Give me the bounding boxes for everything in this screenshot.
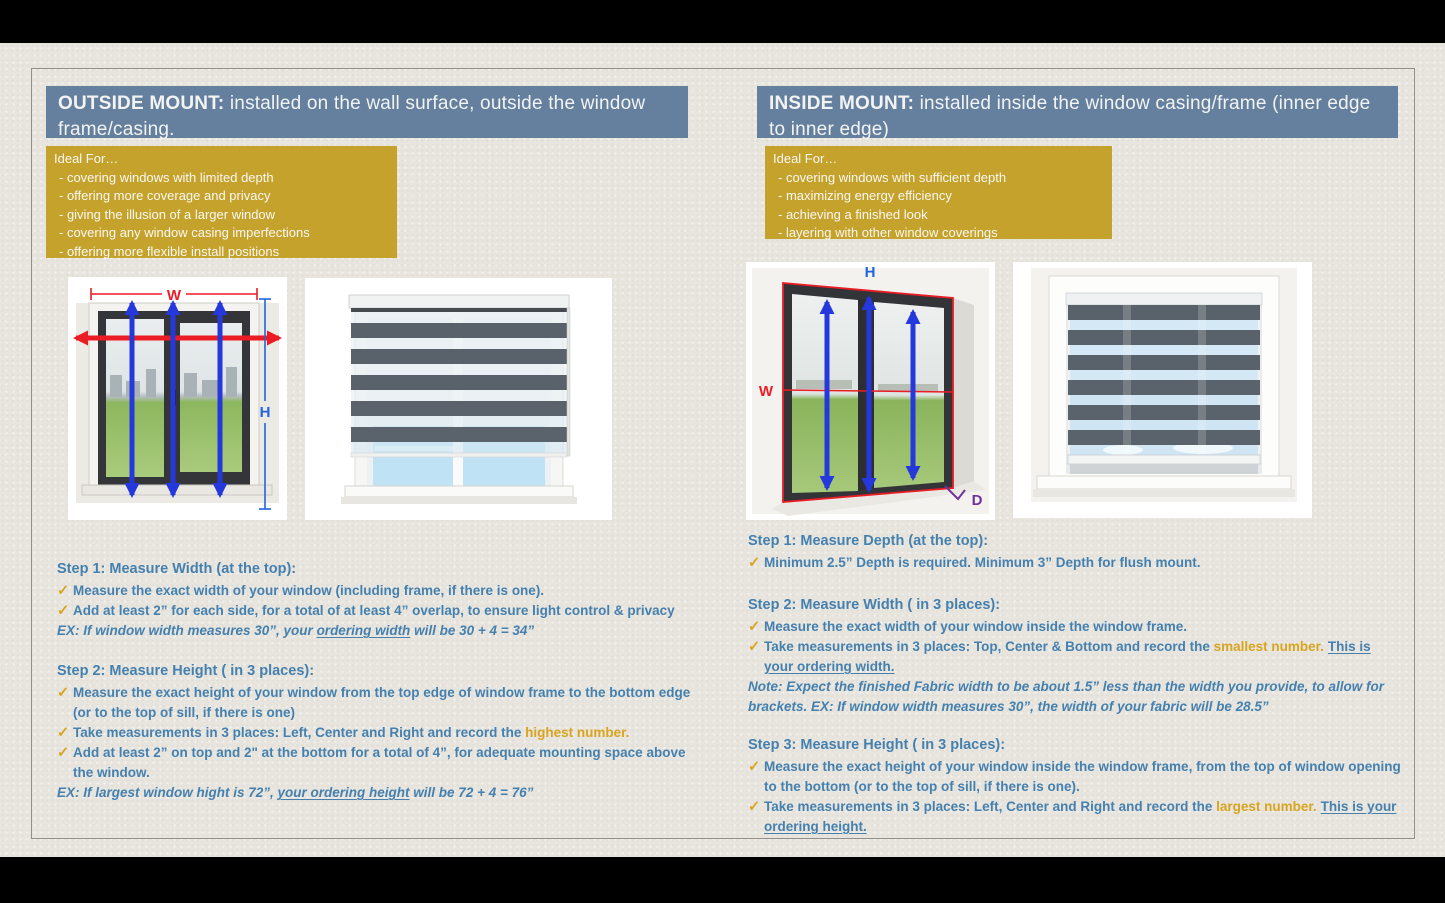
step-heading: Step 1: Measure Width (at the top): bbox=[57, 561, 297, 577]
blind-stripes bbox=[1068, 305, 1260, 455]
instruction-text: Add at least 2” on top and 2" at the bottom for a total of 4”, for adequate mounting space above the window. bbox=[73, 745, 686, 780]
outside-mount-steps bbox=[57, 559, 692, 803]
instruction-text: Minimum 2.5” Depth is required. Minimum 3” Depth for flush mount. bbox=[764, 555, 1201, 570]
highlight-text: highest number. bbox=[525, 725, 630, 740]
instruction-text: Measure the exact height of your window inside the window frame, from the top of window opening to the bottom (or to the top of sill, if there is one). bbox=[764, 759, 1401, 794]
inside-window-diagram-card bbox=[746, 262, 995, 520]
outside-mount-subtitle: installed on the wall surface, outside the window frame/casing. bbox=[58, 93, 646, 140]
step-heading: Step 2: Measure Height ( in 3 places): bbox=[57, 663, 315, 679]
blind-bottom-rail bbox=[1068, 455, 1260, 464]
example-pre: EX: If window width measures 30”, your bbox=[57, 623, 317, 638]
outside-blind-photo bbox=[305, 278, 612, 520]
check-icon: ✓ bbox=[57, 725, 70, 741]
instruction-row bbox=[57, 683, 692, 723]
inside-mount-header bbox=[757, 86, 1398, 138]
check-icon: ✓ bbox=[748, 759, 761, 775]
example-underline: ordering width bbox=[316, 623, 411, 638]
underline-text: This is your ordering height. bbox=[764, 799, 1397, 834]
instruction-text: Add at least 2” for each side, for a total of at least 4” overlap, to ensure light control & privacy bbox=[73, 603, 675, 618]
instruction-row bbox=[57, 601, 692, 621]
height-label: H bbox=[259, 404, 271, 421]
check-icon: ✓ bbox=[748, 639, 761, 655]
check-icon: ✓ bbox=[57, 583, 70, 599]
check-icon: ✓ bbox=[748, 555, 761, 571]
inside-mount-subtitle: installed inside the window casing/frame (inner edge to inner edge) bbox=[769, 93, 1371, 140]
example-text bbox=[57, 621, 692, 641]
window-sill bbox=[1037, 476, 1291, 489]
blind-headrail bbox=[1066, 293, 1262, 305]
blind-stripes bbox=[351, 312, 567, 457]
instruction-pre: Take measurements in 3 places: Left, Center and Right and record the bbox=[73, 725, 526, 740]
outside-window-diagram bbox=[68, 277, 287, 520]
check-icon: ✓ bbox=[748, 799, 761, 815]
example-pre: EX: If largest window hight is 72”, bbox=[57, 785, 278, 800]
instruction-row bbox=[748, 617, 1403, 637]
example-post: will be 72 + 4 = 76” bbox=[409, 785, 534, 800]
document-page bbox=[0, 43, 1445, 857]
check-icon: ✓ bbox=[57, 685, 70, 701]
ideal-item: - covering any window casing imperfections bbox=[59, 225, 310, 241]
instruction-text bbox=[73, 723, 692, 743]
instruction-text bbox=[764, 797, 1403, 837]
instruction-row bbox=[57, 743, 692, 783]
instruction-row bbox=[748, 637, 1403, 677]
ideal-heading: Ideal For… bbox=[773, 151, 838, 166]
inside-blind-photo-card bbox=[1013, 262, 1312, 518]
outside-blind-photo-card bbox=[305, 278, 612, 520]
blind-chain bbox=[567, 308, 570, 456]
ideal-item: - maximizing energy efficiency bbox=[778, 188, 952, 204]
inside-ideal-box bbox=[765, 146, 1112, 239]
outside-window-diagram-card bbox=[68, 277, 287, 520]
instruction-pre: Take measurements in 3 places: Left, Center and Right and record the bbox=[764, 799, 1217, 814]
ideal-item: - layering with other window coverings bbox=[778, 225, 998, 241]
window-sill bbox=[82, 485, 272, 495]
example-text bbox=[57, 783, 692, 803]
height-label: H bbox=[864, 264, 876, 281]
check-icon: ✓ bbox=[748, 619, 761, 635]
ideal-item: - giving the illusion of a larger window bbox=[59, 206, 276, 222]
instruction-text: Measure the exact width of your window (including frame, if there is one). bbox=[73, 583, 545, 598]
outside-mount-title: OUTSIDE MOUNT: bbox=[58, 93, 225, 114]
ideal-item: - offering more flexible install positions bbox=[59, 243, 280, 259]
check-icon: ✓ bbox=[57, 745, 70, 761]
depth-label: D bbox=[971, 492, 983, 509]
ideal-item: - offering more coverage and privacy bbox=[59, 188, 271, 204]
instruction-row bbox=[748, 757, 1403, 797]
width-label: W bbox=[758, 383, 774, 400]
instruction-text: Measure the exact height of your window from the top edge of window frame to the bottom edge (or to the top of sill, if there is one) bbox=[73, 685, 691, 720]
ideal-item: - covering windows with sufficient depth bbox=[778, 169, 1007, 185]
instruction-row bbox=[748, 797, 1403, 837]
instruction-row bbox=[57, 723, 692, 743]
window-jamb bbox=[953, 298, 974, 488]
step-heading: Step 2: Measure Width ( in 3 places): bbox=[748, 597, 1001, 613]
example-underline: your ordering height bbox=[277, 785, 410, 800]
outside-mount-header bbox=[46, 86, 688, 138]
highlight-text: smallest number. bbox=[1213, 639, 1324, 654]
instruction-pre: Take measurements in 3 places: Top, Center & Bottom and record the bbox=[764, 639, 1214, 654]
highlight-text: largest number. bbox=[1216, 799, 1317, 814]
ideal-item: - achieving a finished look bbox=[778, 206, 928, 222]
instruction-text: Measure the exact width of your window inside the window frame. bbox=[764, 619, 1188, 634]
inside-mount-title: INSIDE MOUNT: bbox=[769, 93, 915, 114]
note-text: Note: Expect the finished Fabric width to be about 1.5” less than the width you provide, to allow for brackets. EX: If window width measures 30”, the width of your fabric will be 28.5” bbox=[748, 679, 1385, 714]
instruction-row bbox=[748, 553, 1403, 573]
step-heading: Step 1: Measure Depth (at the top): bbox=[748, 533, 989, 549]
inside-blind-photo bbox=[1013, 262, 1312, 518]
step-heading: Step 3: Measure Height ( in 3 places): bbox=[748, 737, 1006, 753]
instruction-row bbox=[57, 581, 692, 601]
underline-text: This is your ordering width. bbox=[764, 639, 1371, 674]
inside-mount-steps bbox=[748, 531, 1403, 837]
check-icon: ✓ bbox=[57, 603, 70, 619]
ideal-item: - covering windows with limited depth bbox=[59, 169, 274, 185]
ideal-heading: Ideal For… bbox=[54, 151, 119, 166]
outside-ideal-box bbox=[46, 146, 397, 258]
blind-headrail bbox=[349, 295, 569, 308]
instruction-text bbox=[764, 637, 1403, 677]
example-post: will be 30 + 4 = 34” bbox=[410, 623, 535, 638]
inside-window-diagram bbox=[746, 262, 995, 520]
width-label: W bbox=[166, 287, 182, 304]
window-sill bbox=[345, 486, 573, 497]
